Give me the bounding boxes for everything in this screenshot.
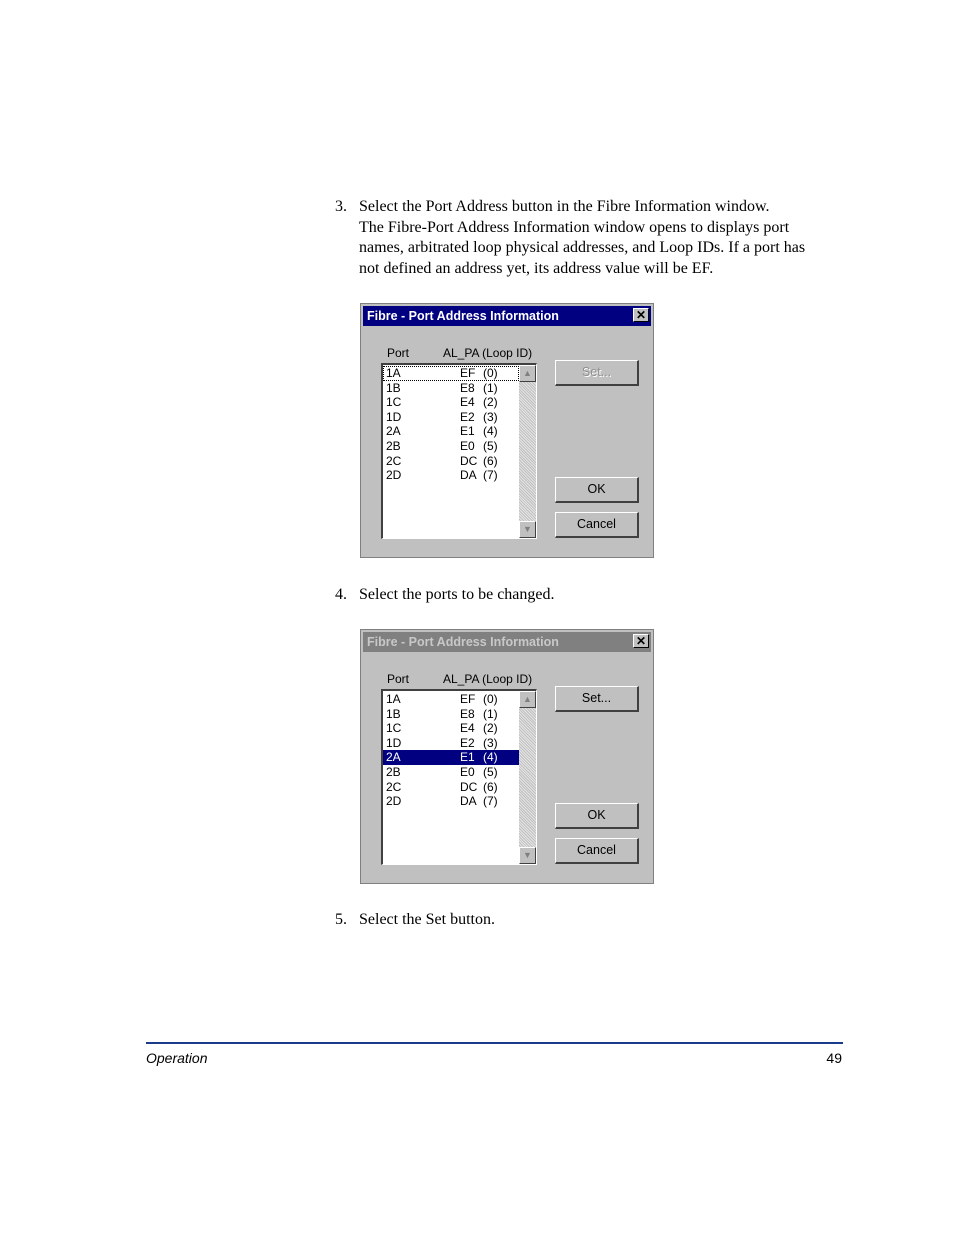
step-text-line: Select the Port Address button in the Fibre Information window. xyxy=(359,198,770,215)
table-row[interactable]: 1A EF (0) xyxy=(383,366,519,381)
vertical-scrollbar[interactable] xyxy=(519,691,536,864)
footer-section: Operation xyxy=(146,1050,208,1066)
close-icon[interactable]: ✕ xyxy=(633,634,649,648)
port-listbox[interactable] xyxy=(381,363,537,539)
close-icon[interactable]: ✕ xyxy=(633,308,649,322)
set-button[interactable]: Set... xyxy=(555,360,639,386)
scroll-down-icon[interactable]: ▼ xyxy=(519,521,536,538)
table-row[interactable]: 1C E4 (2) xyxy=(386,395,498,410)
cancel-button[interactable]: Cancel xyxy=(555,512,639,538)
dialog-titlebar xyxy=(363,306,651,326)
dialog-title: Fibre - Port Address Information xyxy=(367,635,559,649)
footer-rule xyxy=(146,1042,843,1044)
dialog-titlebar xyxy=(363,632,651,652)
port-address-dialog-screenshot-1 xyxy=(360,303,654,558)
cancel-button[interactable]: Cancel xyxy=(555,838,639,864)
step-text-line: not defined an address yet, its address value will be EF. xyxy=(359,259,714,277)
scroll-up-icon[interactable]: ▲ xyxy=(519,691,536,708)
page-number: 49 xyxy=(826,1050,842,1066)
ok-button[interactable]: OK xyxy=(555,477,639,503)
column-header-port: Port xyxy=(387,672,410,686)
step-text-line: Select the Set button. xyxy=(359,911,495,928)
set-button[interactable]: Set... xyxy=(555,686,639,712)
table-row[interactable]: 2A E1 (4) xyxy=(386,424,498,439)
scroll-up-icon[interactable]: ▲ xyxy=(519,365,536,382)
table-row[interactable]: 1A EF (0) xyxy=(386,692,498,706)
table-row[interactable]: 1B E8 (1) xyxy=(386,706,498,721)
table-row[interactable]: 2C DC (6) xyxy=(386,779,498,794)
column-header-alpa: AL_PA (Loop ID) xyxy=(443,346,533,360)
table-row[interactable]: 1D E2 (3) xyxy=(386,735,498,750)
step-number: 4. xyxy=(335,586,347,603)
table-row[interactable]: 2D DA (7) xyxy=(386,794,498,809)
port-listbox[interactable] xyxy=(381,689,537,865)
port-address-dialog-screenshot-2 xyxy=(360,629,654,884)
table-row-selected[interactable]: 2A E1 (4) xyxy=(383,750,519,765)
port-rows xyxy=(383,692,519,809)
step-number: 3. xyxy=(335,198,347,215)
ok-button[interactable]: OK xyxy=(555,803,639,829)
table-row[interactable]: 1C E4 (2) xyxy=(386,721,498,736)
table-row[interactable]: 2B E0 (5) xyxy=(386,764,498,779)
dialog-title: Fibre - Port Address Information xyxy=(367,309,559,323)
step-number: 5. xyxy=(335,911,347,928)
vertical-scrollbar[interactable] xyxy=(519,365,536,538)
table-row[interactable]: 1D E2 (3) xyxy=(386,409,498,424)
port-rows xyxy=(383,366,519,483)
scroll-down-icon[interactable]: ▼ xyxy=(519,847,536,864)
table-row[interactable]: 2C DC (6) xyxy=(386,453,498,468)
table-row[interactable]: 2D DA (7) xyxy=(386,468,498,483)
column-header-alpa: AL_PA (Loop ID) xyxy=(443,672,533,686)
step-text-line: The Fibre-Port Address Information window opens to displays port xyxy=(359,218,790,236)
table-row[interactable]: 1B E8 (1) xyxy=(386,380,498,395)
table-row[interactable]: 2B E0 (5) xyxy=(386,438,498,453)
column-header-port: Port xyxy=(387,346,410,360)
step-text-line: names, arbitrated loop physical addresses, and Loop IDs. If a port has xyxy=(359,239,806,256)
step-text-line: Select the ports to be changed. xyxy=(359,586,555,603)
